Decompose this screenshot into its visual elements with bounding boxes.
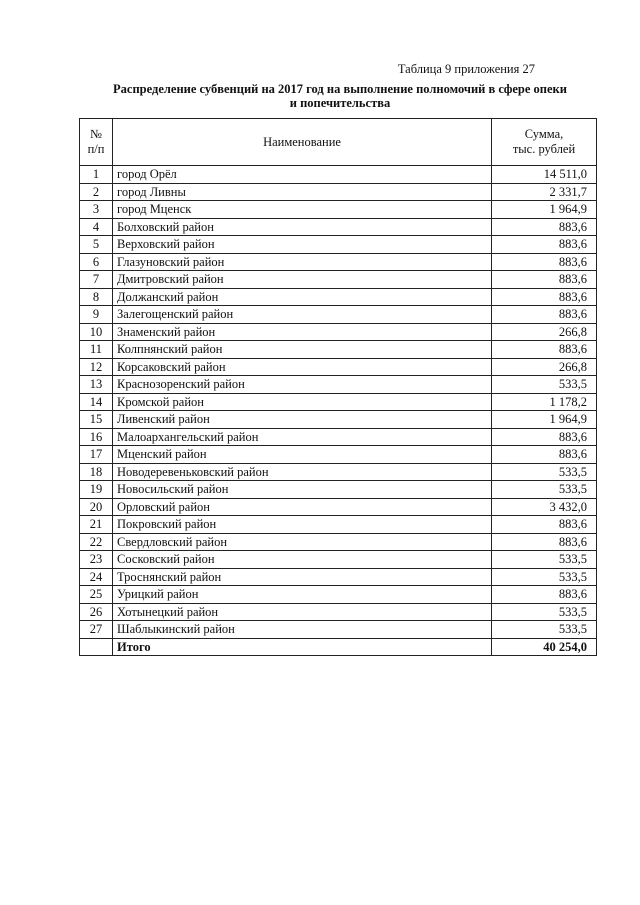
table-row (80, 446, 597, 464)
table-row (80, 236, 597, 254)
table-row (80, 376, 597, 394)
row-number: 17 (80, 446, 113, 464)
table-row (80, 428, 597, 446)
table-row (80, 603, 597, 621)
row-number: 7 (80, 271, 113, 289)
row-name: Верховский район (113, 236, 492, 254)
total-row (80, 638, 597, 656)
row-sum: 3 432,0 (492, 498, 597, 516)
row-number: 4 (80, 218, 113, 236)
row-sum: 266,8 (492, 358, 597, 376)
table-row (80, 393, 597, 411)
row-sum: 533,5 (492, 568, 597, 586)
row-name: Орловский район (113, 498, 492, 516)
table-row (80, 218, 597, 236)
row-sum: 1 178,2 (492, 393, 597, 411)
row-name: Малоархангельский район (113, 428, 492, 446)
row-sum: 266,8 (492, 323, 597, 341)
header-sum-line-1: Сумма, (524, 127, 564, 141)
row-number: 18 (80, 463, 113, 481)
row-sum: 1 964,9 (492, 201, 597, 219)
row-number: 27 (80, 621, 113, 639)
row-name: Покровский район (113, 516, 492, 534)
row-sum: 533,5 (492, 481, 597, 499)
title-line-1: Распределение субвенций на 2017 год на выполнение полномочий в сфере опеки (113, 82, 567, 96)
row-name: Свердловский район (113, 533, 492, 551)
table-row (80, 621, 597, 639)
table-row (80, 166, 597, 184)
row-sum: 883,6 (492, 586, 597, 604)
row-name: Шаблыкинский район (113, 621, 492, 639)
table-row (80, 516, 597, 534)
table-row (80, 288, 597, 306)
table-row (80, 323, 597, 341)
table-row (80, 358, 597, 376)
table-row (80, 533, 597, 551)
row-sum: 883,6 (492, 288, 597, 306)
row-name: Краснозоренский район (113, 376, 492, 394)
row-sum: 883,6 (492, 253, 597, 271)
row-sum: 533,5 (492, 603, 597, 621)
table-row (80, 306, 597, 324)
row-number: 23 (80, 551, 113, 569)
row-number: 10 (80, 323, 113, 341)
row-name: город Орёл (113, 166, 492, 184)
row-name: Троснянский район (113, 568, 492, 586)
row-sum: 533,5 (492, 376, 597, 394)
header-number (80, 119, 113, 166)
row-name: Залегощенский район (113, 306, 492, 324)
row-sum: 883,6 (492, 218, 597, 236)
table-row (80, 568, 597, 586)
row-sum: 533,5 (492, 621, 597, 639)
table-row (80, 586, 597, 604)
table-caption: Таблица 9 приложения 27 (397, 62, 535, 76)
row-number: 21 (80, 516, 113, 534)
row-sum: 883,6 (492, 446, 597, 464)
total-number (80, 638, 113, 656)
row-number: 20 (80, 498, 113, 516)
row-number: 1 (80, 166, 113, 184)
row-name: Ливенский район (113, 411, 492, 429)
row-sum: 883,6 (492, 533, 597, 551)
row-number: 15 (80, 411, 113, 429)
table-row (80, 183, 597, 201)
title-line-2: и попечительства (289, 96, 391, 110)
row-number: 11 (80, 341, 113, 359)
row-sum: 1 964,9 (492, 411, 597, 429)
row-number: 13 (80, 376, 113, 394)
row-number: 22 (80, 533, 113, 551)
total-sum: 40 254,0 (492, 638, 597, 656)
row-number: 5 (80, 236, 113, 254)
row-sum: 533,5 (492, 551, 597, 569)
row-number: 9 (80, 306, 113, 324)
row-number: 25 (80, 586, 113, 604)
row-number: 12 (80, 358, 113, 376)
row-name: Кромской район (113, 393, 492, 411)
table-body (80, 166, 597, 656)
row-name: Сосковский район (113, 551, 492, 569)
table-row (80, 411, 597, 429)
table-row (80, 551, 597, 569)
table-row (80, 271, 597, 289)
row-sum: 2 331,7 (492, 183, 597, 201)
row-sum: 883,6 (492, 341, 597, 359)
table-row (80, 481, 597, 499)
table-row (80, 341, 597, 359)
row-sum: 883,6 (492, 236, 597, 254)
row-number: 6 (80, 253, 113, 271)
row-number: 26 (80, 603, 113, 621)
row-number: 19 (80, 481, 113, 499)
row-name: Мценский район (113, 446, 492, 464)
row-sum: 883,6 (492, 306, 597, 324)
row-name: Новодеревеньковский район (113, 463, 492, 481)
header-row (80, 119, 597, 166)
header-number-line-1: № (90, 127, 102, 141)
row-sum: 883,6 (492, 271, 597, 289)
row-number: 2 (80, 183, 113, 201)
row-name: город Ливны (113, 183, 492, 201)
row-name: Колпнянский район (113, 341, 492, 359)
row-name: Знаменский район (113, 323, 492, 341)
row-sum: 533,5 (492, 463, 597, 481)
row-name: Хотынецкий район (113, 603, 492, 621)
header-number-line-2: п/п (87, 142, 105, 156)
row-name: Урицкий район (113, 586, 492, 604)
header-sum (492, 119, 597, 166)
row-number: 3 (80, 201, 113, 219)
total-label: Итого (113, 638, 492, 656)
row-name: Новосильский район (113, 481, 492, 499)
row-name: Дмитровский район (113, 271, 492, 289)
row-name: Болховский район (113, 218, 492, 236)
row-name: город Мценск (113, 201, 492, 219)
table-row (80, 253, 597, 271)
table-row (80, 498, 597, 516)
document-title (100, 82, 580, 110)
row-name: Корсаковский район (113, 358, 492, 376)
table-row (80, 201, 597, 219)
row-number: 8 (80, 288, 113, 306)
table-row (80, 463, 597, 481)
row-name: Должанский район (113, 288, 492, 306)
row-number: 24 (80, 568, 113, 586)
subventions-table (79, 118, 597, 656)
row-name: Глазуновский район (113, 253, 492, 271)
row-number: 16 (80, 428, 113, 446)
row-number: 14 (80, 393, 113, 411)
header-sum-line-2: тыс. рублей (512, 142, 576, 156)
header-name: Наименование (113, 119, 492, 166)
row-sum: 14 511,0 (492, 166, 597, 184)
row-sum: 883,6 (492, 516, 597, 534)
row-sum: 883,6 (492, 428, 597, 446)
